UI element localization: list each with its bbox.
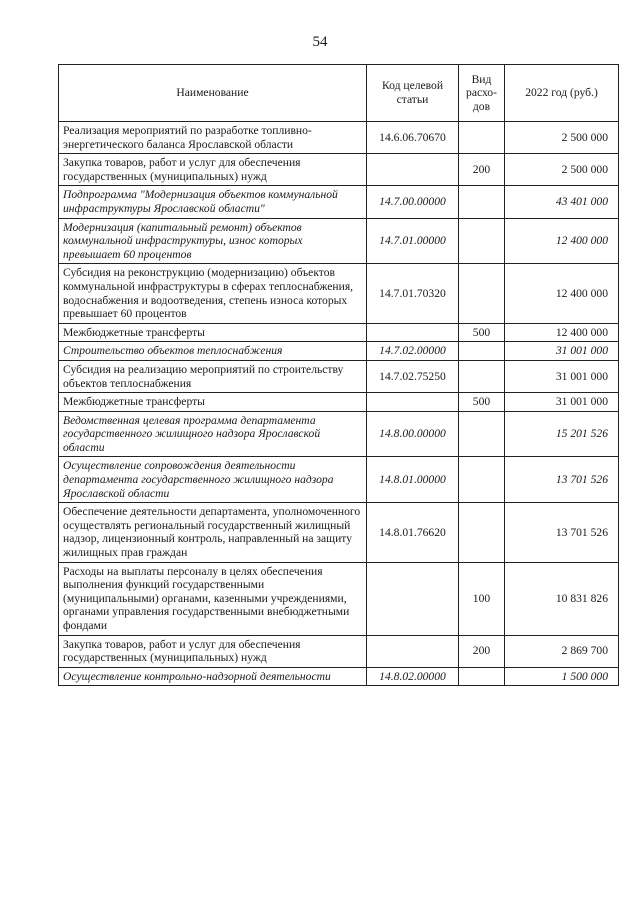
row-type-cell xyxy=(459,360,505,392)
table-row xyxy=(59,186,619,218)
row-name-cell: Межбюджетные трансферты xyxy=(59,323,367,342)
row-code-cell xyxy=(367,154,459,186)
row-name-cell: Расходы на выплаты персоналу в целях обеспечения выполнения функций государственными (муниципальными) органами, казенными учреждениями, органами управления государственными внебюджетными фондами xyxy=(59,562,367,635)
row-amount-cell: 2 869 700 xyxy=(505,635,619,667)
row-name-cell: Закупка товаров, работ и услуг для обеспечения государственных (муниципальных) нужд xyxy=(59,635,367,667)
row-name-cell: Строительство объектов теплоснабжения xyxy=(59,342,367,361)
row-type-cell xyxy=(459,218,505,264)
row-code-cell xyxy=(367,323,459,342)
row-amount-cell: 31 001 000 xyxy=(505,393,619,412)
table-row xyxy=(59,635,619,667)
table-header xyxy=(59,65,619,122)
row-code-cell: 14.7.01.00000 xyxy=(367,218,459,264)
row-code-cell: 14.8.02.00000 xyxy=(367,667,459,686)
row-amount-cell: 13 701 526 xyxy=(505,457,619,503)
row-code-cell: 14.8.01.76620 xyxy=(367,503,459,562)
row-name-cell: Субсидия на реализацию мероприятий по строительству объектов теплоснабжения xyxy=(59,360,367,392)
row-amount-cell: 31 001 000 xyxy=(505,360,619,392)
row-type-cell: 200 xyxy=(459,154,505,186)
table-row xyxy=(59,457,619,503)
row-type-cell xyxy=(459,411,505,457)
row-code-cell: 14.7.00.00000 xyxy=(367,186,459,218)
header-name: Наименование xyxy=(59,65,367,122)
page-number: 54 xyxy=(312,34,328,50)
row-type-cell xyxy=(459,186,505,218)
row-type-cell xyxy=(459,122,505,154)
table-row xyxy=(59,218,619,264)
row-type-cell: 500 xyxy=(459,323,505,342)
row-code-cell: 14.7.02.75250 xyxy=(367,360,459,392)
row-amount-cell: 12 400 000 xyxy=(505,218,619,264)
row-type-cell xyxy=(459,667,505,686)
row-code-cell: 14.8.00.00000 xyxy=(367,411,459,457)
table-row xyxy=(59,342,619,361)
table-row xyxy=(59,562,619,635)
row-code-cell: 14.8.01.00000 xyxy=(367,457,459,503)
row-amount-cell: 12 400 000 xyxy=(505,323,619,342)
row-name-cell: Закупка товаров, работ и услуг для обеспечения государственных (муниципальных) нужд xyxy=(59,154,367,186)
row-type-cell: 100 xyxy=(459,562,505,635)
row-type-cell: 200 xyxy=(459,635,505,667)
row-type-cell xyxy=(459,457,505,503)
table-row xyxy=(59,122,619,154)
row-name-cell: Реализация мероприятий по разработке топливно-энергетического баланса Ярославской области xyxy=(59,122,367,154)
row-type-cell xyxy=(459,503,505,562)
row-amount-cell: 31 001 000 xyxy=(505,342,619,361)
row-type-cell xyxy=(459,264,505,323)
header-type: Вид расхо-дов xyxy=(459,65,505,122)
table-row xyxy=(59,323,619,342)
table-row xyxy=(59,360,619,392)
table-row xyxy=(59,393,619,412)
row-amount-cell: 13 701 526 xyxy=(505,503,619,562)
row-code-cell xyxy=(367,635,459,667)
row-name-cell: Обеспечение деятельности департамента, уполномоченного осуществлять региональный государственный жилищный надзор, лицензионный контроль, направленный на защиту жилищных прав граждан xyxy=(59,503,367,562)
row-amount-cell: 12 400 000 xyxy=(505,264,619,323)
row-amount-cell: 1 500 000 xyxy=(505,667,619,686)
row-name-cell: Модернизация (капитальный ремонт) объектов коммунальной инфраструктуры, износ которых превышает 60 процентов xyxy=(59,218,367,264)
row-amount-cell: 10 831 826 xyxy=(505,562,619,635)
row-type-cell: 500 xyxy=(459,393,505,412)
row-name-cell: Ведомственная целевая программа департамента государственного жилищного надзора Ярославской области xyxy=(59,411,367,457)
row-code-cell: 14.7.01.70320 xyxy=(367,264,459,323)
header-row xyxy=(59,65,619,122)
table-row xyxy=(59,411,619,457)
header-amount: 2022 год (руб.) xyxy=(505,65,619,122)
table-row xyxy=(59,503,619,562)
row-name-cell: Подпрограмма "Модернизация объектов коммунальной инфраструктуры Ярославской области" xyxy=(59,186,367,218)
header-code: Код целевой статьи xyxy=(367,65,459,122)
table-body xyxy=(59,122,619,686)
table-row xyxy=(59,667,619,686)
row-amount-cell: 2 500 000 xyxy=(505,154,619,186)
row-name-cell: Осуществление сопровождения деятельности департамента государственного жилищного надзора Ярославской области xyxy=(59,457,367,503)
row-amount-cell: 43 401 000 xyxy=(505,186,619,218)
row-code-cell xyxy=(367,393,459,412)
row-code-cell: 14.7.02.00000 xyxy=(367,342,459,361)
row-code-cell: 14.6.06.70670 xyxy=(367,122,459,154)
row-amount-cell: 15 201 526 xyxy=(505,411,619,457)
row-name-cell: Межбюджетные трансферты xyxy=(59,393,367,412)
row-amount-cell: 2 500 000 xyxy=(505,122,619,154)
row-name-cell: Субсидия на реконструкцию (модернизацию) объектов коммунальной инфраструктуры в сферах теплоснабжения, водоснабжения и водоотведения, степень износа которых превышает 60 процентов xyxy=(59,264,367,323)
table-row xyxy=(59,154,619,186)
table-row xyxy=(59,264,619,323)
budget-table xyxy=(58,64,619,686)
row-code-cell xyxy=(367,562,459,635)
row-name-cell: Осуществление контрольно-надзорной деятельности xyxy=(59,667,367,686)
row-type-cell xyxy=(459,342,505,361)
